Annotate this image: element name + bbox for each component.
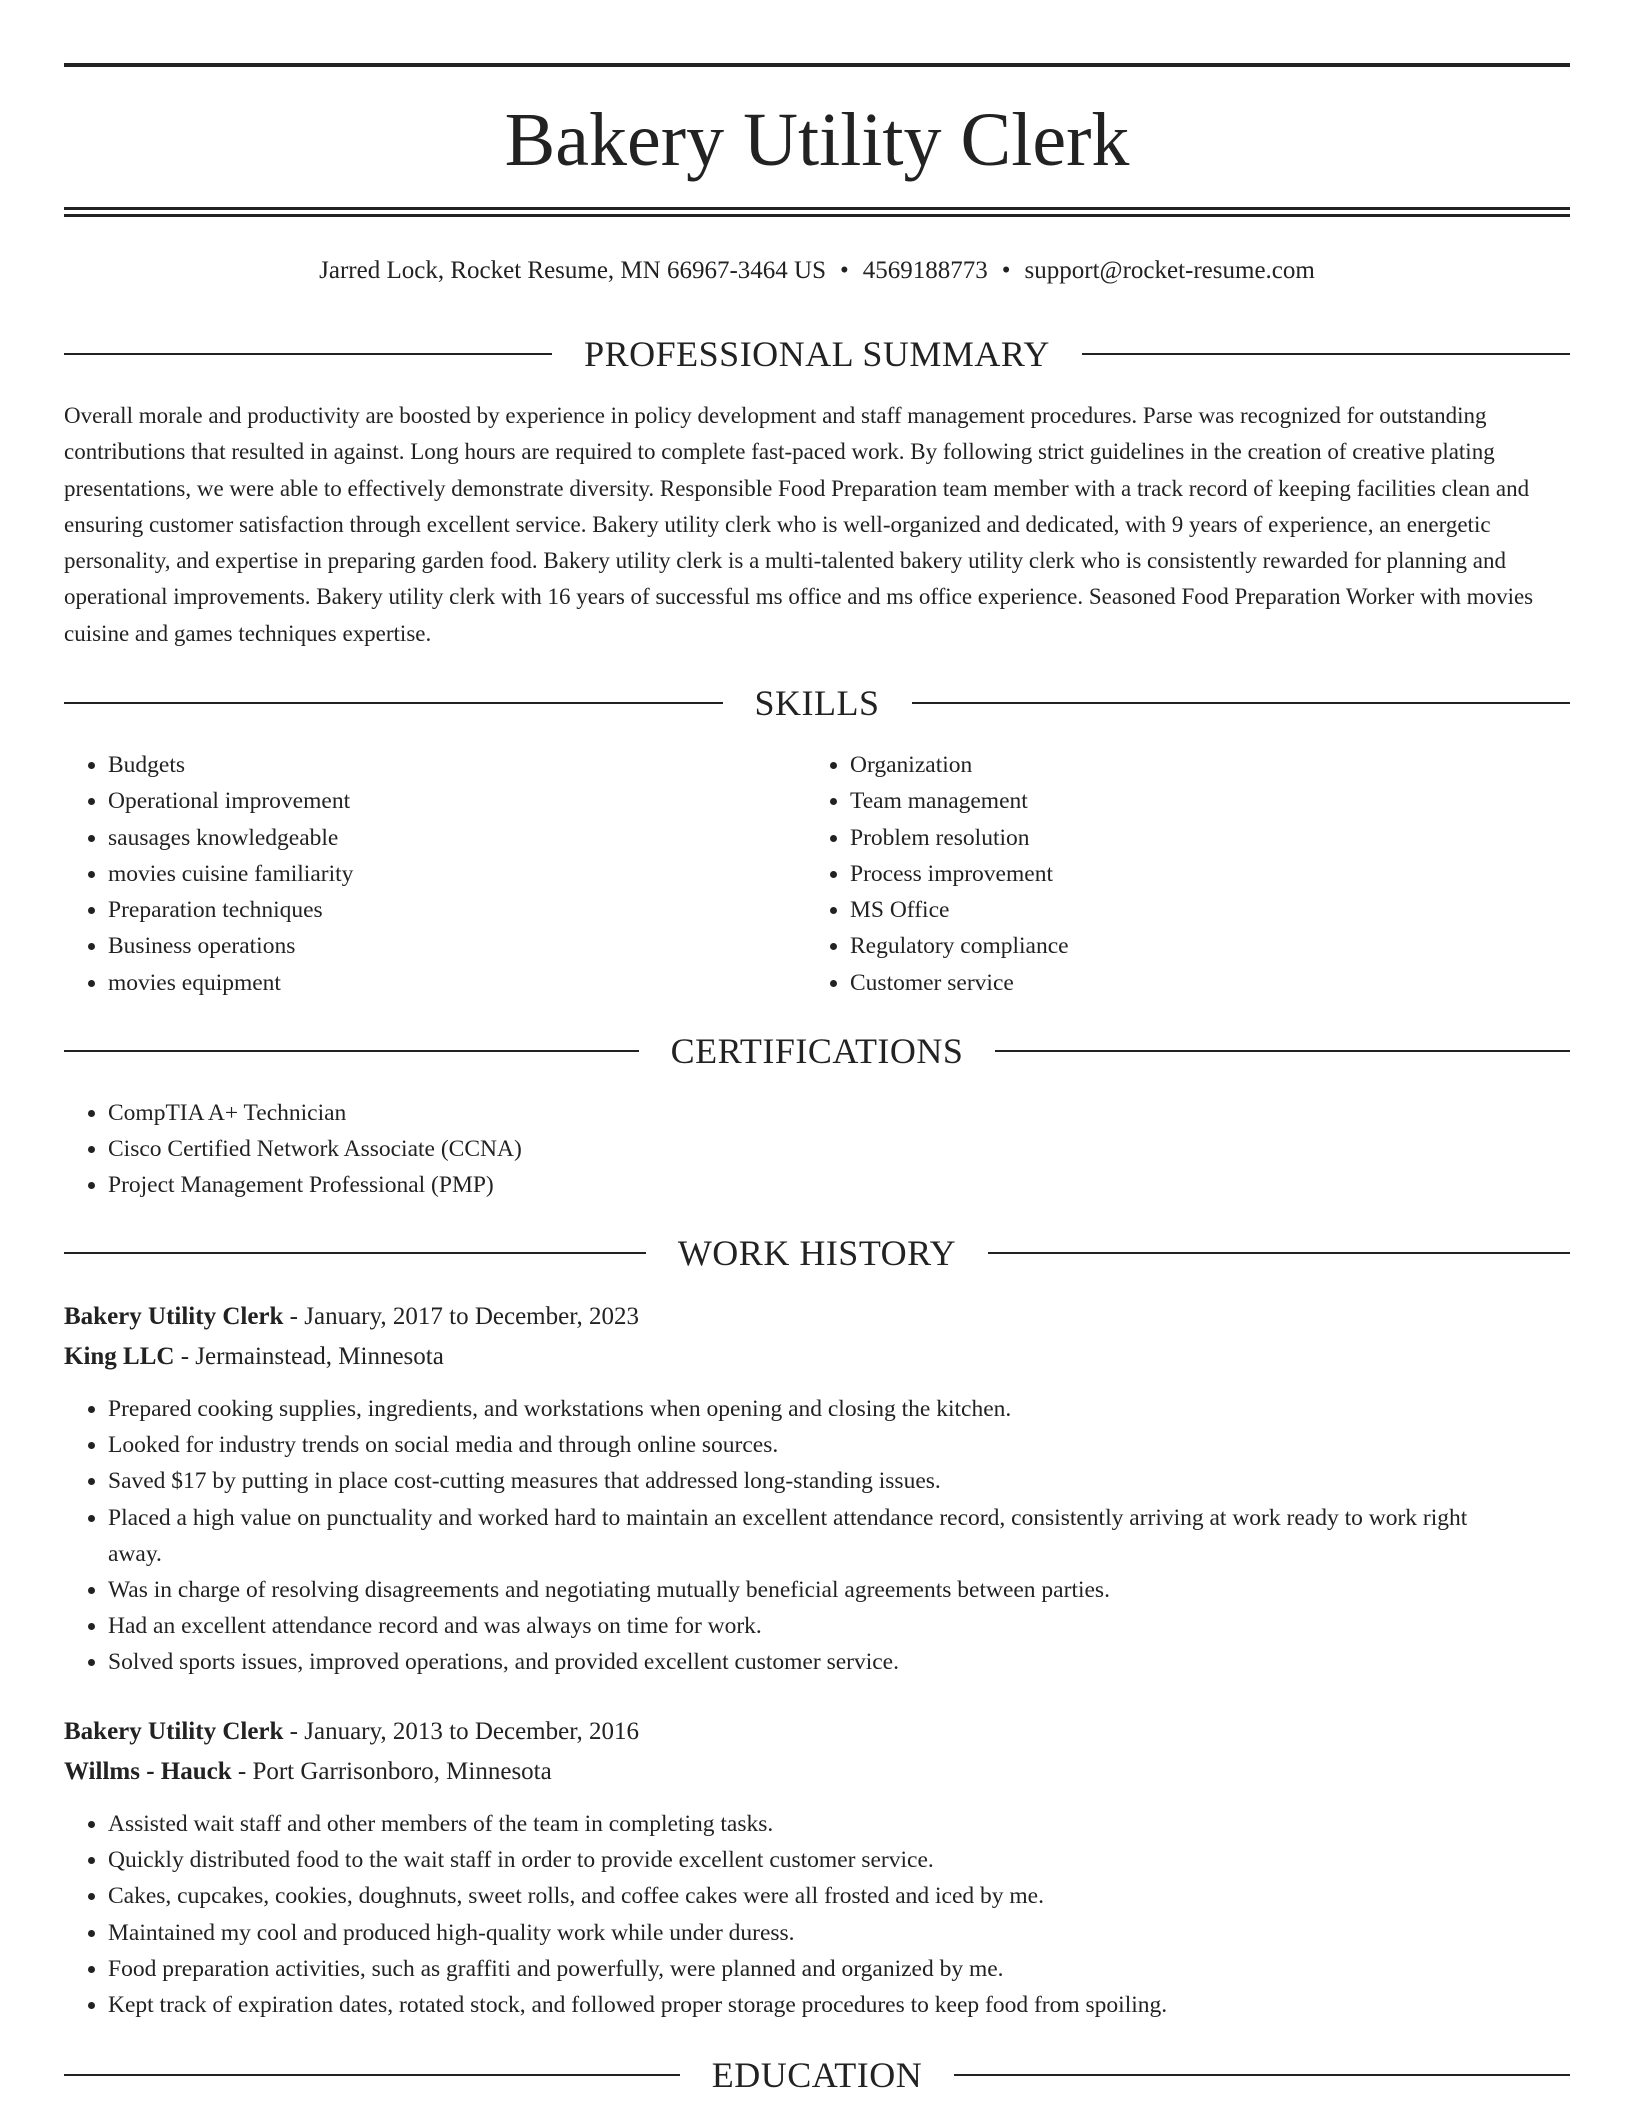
skill-item: • Problem resolution [850, 820, 1548, 856]
skills-list [64, 747, 1570, 1001]
skills-column-right [806, 747, 1548, 1001]
contact-address: Jarred Lock, Rocket Resume, MN 66967-3464 US [319, 257, 827, 284]
skill-item: • sausages knowledgeable [108, 820, 806, 856]
skills-column-left [64, 747, 806, 1001]
contact-email: support@rocket-resume.com [1024, 257, 1315, 284]
skill-item: • MS Office [850, 892, 1548, 928]
section-rule [912, 702, 1571, 704]
skill-item: • Business operations [108, 928, 806, 964]
job-title-line [64, 1298, 1570, 1336]
contact-separator: • [1001, 257, 1011, 284]
job-bullet: • Kept track of expiration dates, rotated stock, and followed proper storage procedures to keep food from spoiling. [108, 1987, 1526, 2023]
section-header-certifications [64, 1029, 1570, 1073]
section-rule [64, 353, 552, 355]
section-rule [954, 2074, 1570, 2076]
certification-item: • CompTIA A+ Technician [108, 1095, 1570, 1131]
summary-paragraph: Overall morale and productivity are boosted by experience in policy development and staff management procedures. Parse was recognized for outstanding contributions that resulted in against. Long hours are required to complete fast-paced work. By following strict guidelines in the creation of creative plating presentations, we were able to effectively demonstrate diversity. Responsible Food Preparation team member with a track record of keeping facilities clean and ensuring customer satisfaction through excellent service. Bakery utility clerk who is well-organized and dedicated, with 9 years of experience, an energetic personality, and expertise in preparing garden food. Bakery utility clerk is a multi-talented bakery utility clerk who is consistently rewarded for planning and operational improvements. Bakery utility clerk with 16 years of successful ms office and ms office experience. Seasoned Food Preparation Worker with movies cuisine and games techniques expertise. [64, 403, 1534, 646]
section-header-skills [64, 681, 1570, 725]
skill-item: • Organization [850, 747, 1548, 783]
section-header-work-history [64, 1231, 1570, 1275]
job-bullet: • Placed a high value on punctuality and worked hard to maintain an excellent attendance record, consistently arriving at work ready to work right away. [108, 1500, 1526, 1572]
skill-item: • Customer service [850, 965, 1548, 1001]
job-dates: - January, 2017 to December, 2023 [283, 1303, 640, 1330]
section-rule [995, 1050, 1570, 1052]
skill-item: • movies cuisine familiarity [108, 856, 806, 892]
contact-line [64, 252, 1570, 290]
section-title-education: EDUCATION [711, 2055, 923, 2095]
certifications-list [64, 1095, 1570, 1204]
skill-item: • Budgets [108, 747, 806, 783]
job-company: Willms - Hauck [64, 1758, 232, 1785]
section-rule [64, 2074, 680, 2076]
section-title-skills: SKILLS [754, 683, 880, 723]
section-rule [988, 1252, 1570, 1254]
section-header-education [64, 2053, 1570, 2097]
section-rule [64, 1252, 646, 1254]
job-bullet: • Maintained my cool and produced high-quality work while under duress. [108, 1915, 1526, 1951]
top-rule [64, 63, 1570, 67]
job-bullet-list [64, 1806, 1526, 2023]
job-bullet: • Quickly distributed food to the wait staff in order to provide excellent customer service. [108, 1842, 1526, 1878]
job-bullet: • Looked for industry trends on social media and through online sources. [108, 1427, 1526, 1463]
contact-separator: • [840, 257, 849, 284]
job-bullet: • Assisted wait staff and other members of the team in completing tasks. [108, 1806, 1526, 1842]
section-title-summary: PROFESSIONAL SUMMARY [584, 334, 1050, 374]
section-title-work-history: WORK HISTORY [677, 1233, 957, 1273]
title-double-rule [64, 207, 1570, 217]
section-title-certifications: CERTIFICATIONS [670, 1031, 964, 1071]
job-bullet-list [64, 1391, 1526, 1681]
skill-item: • movies equipment [108, 965, 806, 1001]
section-rule [64, 1050, 639, 1052]
job-dates: - January, 2013 to December, 2016 [283, 1718, 640, 1745]
job-location: - Port Garrisonboro, Minnesota [231, 1758, 552, 1785]
job-bullet: • Solved sports issues, improved operations, and provided excellent customer service. [108, 1644, 1526, 1680]
job-company: King LLC [64, 1343, 175, 1370]
job-location: - Jermainstead, Minnesota [174, 1343, 444, 1370]
section-rule [1082, 353, 1570, 355]
job-bullet: • Saved $17 by putting in place cost-cutting measures that addressed long-standing issues. [108, 1463, 1526, 1499]
section-header-summary [64, 332, 1570, 376]
job-bullet: • Prepared cooking supplies, ingredients, and workstations when opening and closing the kitchen. [108, 1391, 1526, 1427]
certification-item: • Cisco Certified Network Associate (CCNA) [108, 1131, 1570, 1167]
job-bullet: • Cakes, cupcakes, cookies, doughnuts, sweet rolls, and coffee cakes were all frosted and iced by me. [108, 1878, 1526, 1914]
skill-item: • Regulatory compliance [850, 928, 1548, 964]
skill-item: • Process improvement [850, 856, 1548, 892]
skill-item: • Preparation techniques [108, 892, 806, 928]
skill-item: • Team management [850, 783, 1548, 819]
job-bullet: • Had an excellent attendance record and was always on time for work. [108, 1608, 1526, 1644]
skill-item: • Operational improvement [108, 783, 806, 819]
contact-phone: 4569188773 [862, 257, 988, 284]
section-rule [64, 702, 723, 704]
job-title-line [64, 1713, 1570, 1751]
resume-title: Bakery Utility Clerk [504, 98, 1130, 182]
certification-item: • Project Management Professional (PMP) [108, 1167, 1570, 1203]
job-title: Bakery Utility Clerk [64, 1303, 284, 1330]
job-bullet: • Food preparation activities, such as graffiti and powerfully, were planned and organized by me. [108, 1951, 1526, 1987]
job-bullet: • Was in charge of resolving disagreements and negotiating mutually beneficial agreements between parties. [108, 1572, 1526, 1608]
job-company-line [64, 1338, 1570, 1376]
job-company-line [64, 1753, 1570, 1791]
job-title: Bakery Utility Clerk [64, 1718, 284, 1745]
